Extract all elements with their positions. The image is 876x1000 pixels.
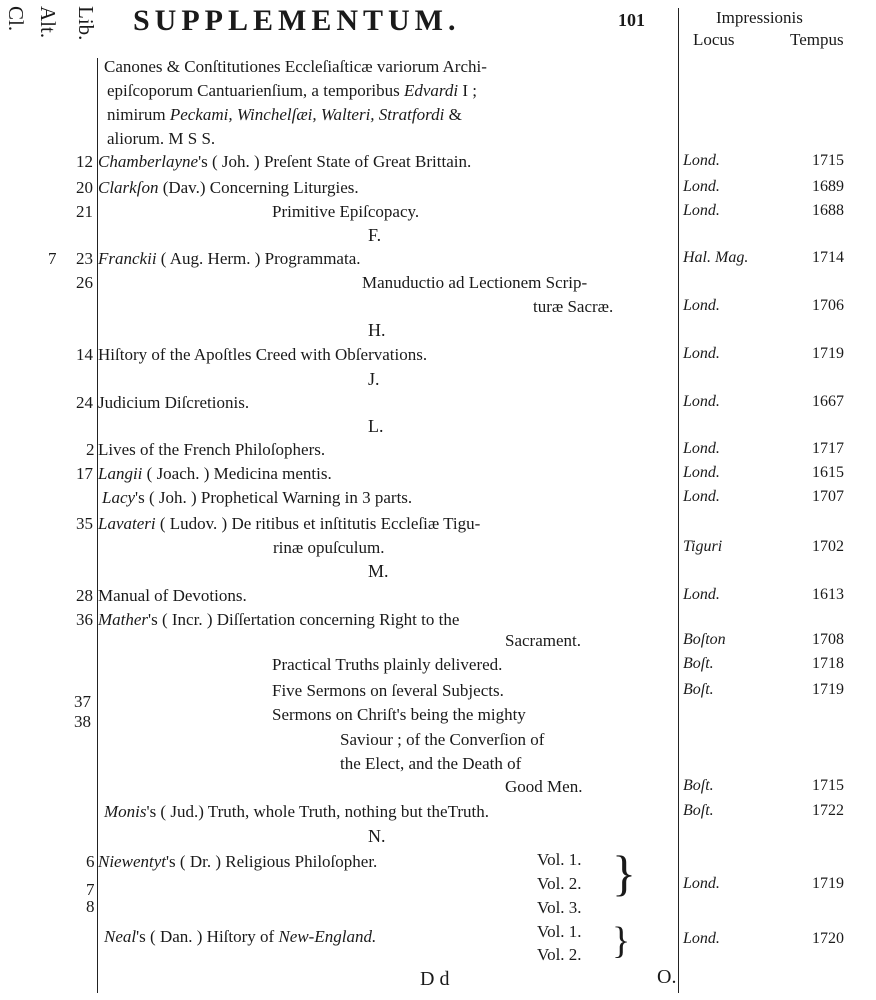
- lib-number: 35: [76, 514, 93, 533]
- header-tempus: Tempus: [790, 30, 844, 49]
- entry-place: Lond.: [683, 178, 720, 195]
- lib-number: 20: [76, 178, 93, 197]
- lib-number: 23: [76, 249, 93, 268]
- entry-lives-french-philosophers: Lives of the French Philoſophers.: [98, 440, 326, 459]
- right-column-rule: [678, 8, 679, 993]
- entry-place: Boſt.: [683, 655, 714, 672]
- entry-franckii-manuductio-cont: turæ Sacræ.: [533, 297, 614, 316]
- volume-label: Vol. 1.: [537, 922, 582, 941]
- entry-year: 1722: [812, 802, 844, 819]
- entry-place: Boſt.: [683, 777, 714, 794]
- entry-neal: Neal's ( Dan. ) Hiſtory of New-England.: [104, 927, 377, 946]
- lib-number: 2: [86, 440, 95, 459]
- page-number: 101: [618, 10, 645, 30]
- lib-number: 6: [86, 852, 95, 871]
- brace-icon: }: [612, 845, 636, 901]
- intro-line-2: epiſcoporum Cantuarienſium, a temporibus Edvardi I ;: [107, 81, 477, 100]
- column-label-alt: Alt.: [36, 6, 60, 39]
- entry-place: Lond.: [683, 875, 720, 892]
- entry-place: Boſt.: [683, 802, 714, 819]
- section-letter-l: L.: [368, 416, 384, 436]
- volume-label: Vol. 1.: [537, 850, 582, 869]
- lib-number: 12: [76, 152, 93, 171]
- alt-number: 7: [48, 249, 57, 268]
- entry-year: 1688: [812, 202, 844, 219]
- entry-place: Lond.: [683, 488, 720, 505]
- entry-langii: Langii ( Joach. ) Medicina mentis.: [98, 464, 332, 483]
- column-label-cl: Cl.: [4, 6, 28, 32]
- column-label-lib: Lib.: [74, 6, 98, 41]
- entry-place: Tiguri: [683, 538, 723, 555]
- entry-chamberlayne: Chamberlayne's ( Joh. ) Preſent State of Great Brittain.: [98, 152, 472, 171]
- entry-place: Lond.: [683, 345, 720, 362]
- entry-clarkson-liturgies: Clarkſon (Dav.) Concerning Liturgies.: [98, 178, 359, 197]
- volume-label: Vol. 2.: [537, 945, 582, 964]
- entry-year: 1667: [812, 393, 844, 410]
- entry-place: Hal. Mag.: [683, 249, 749, 266]
- entry-lavateri: Lavateri ( Ludov. ) De ritibus et inſtitutis Eccleſiæ Tigu-: [98, 514, 481, 533]
- volume-label: Vol. 2.: [537, 874, 582, 893]
- entry-mather-sermons-christ-cont: Saviour ; of the Converſion of: [340, 730, 545, 749]
- entry-place: Lond.: [683, 152, 720, 169]
- section-letter-m: M.: [368, 561, 389, 581]
- header-impressionis: Impressionis: [716, 8, 803, 27]
- entry-place: Boſt.: [683, 681, 714, 698]
- entry-monis: Monis's ( Jud.) Truth, whole Truth, nothing but theTruth.: [104, 802, 489, 821]
- entry-history-apostles-creed: Hiſtory of the Apoſtles Creed with Obſervations.: [98, 345, 428, 364]
- entry-place: Lond.: [683, 586, 720, 603]
- lib-number: 26: [76, 273, 93, 292]
- entry-year: 1719: [812, 345, 844, 362]
- lib-number: 21: [76, 202, 93, 221]
- lib-number: 36: [76, 610, 93, 629]
- entry-year: 1719: [812, 875, 844, 892]
- entry-franckii-manuductio: Manuductio ad Lectionem Scrip-: [362, 273, 588, 292]
- entry-place: Lond.: [683, 393, 720, 410]
- signature-mark: D d: [420, 968, 450, 990]
- section-letter-j: J.: [368, 369, 380, 389]
- entry-clarkson-episcopacy: Primitive Epiſcopacy.: [272, 202, 420, 221]
- entry-mather-sermons-christ-cont: Good Men.: [505, 777, 583, 796]
- entry-franckii-programmata: Franckii ( Aug. Herm. ) Programmata.: [98, 249, 361, 268]
- entry-year: 1707: [812, 488, 844, 505]
- entry-year: 1689: [812, 178, 844, 195]
- section-letter-n: N.: [368, 826, 386, 846]
- entry-year: 1615: [812, 464, 844, 481]
- lib-number: 28: [76, 586, 93, 605]
- entry-year: 1702: [812, 538, 844, 555]
- lib-number: 38: [74, 712, 91, 731]
- entry-year: 1708: [812, 631, 844, 648]
- lib-number: 14: [76, 345, 93, 364]
- entry-place: Lond.: [683, 440, 720, 457]
- entry-place: Lond.: [683, 930, 720, 947]
- entry-lavateri-cont: rinæ opuſculum.: [273, 538, 385, 557]
- entry-year: 1720: [812, 930, 844, 947]
- entry-year: 1715: [812, 777, 844, 794]
- entry-place: Lond.: [683, 464, 720, 481]
- lib-number: 17: [76, 464, 93, 483]
- header-locus: Locus: [693, 30, 735, 49]
- entry-year: 1715: [812, 152, 844, 169]
- entry-mather-dissertation: Mather's ( Incr. ) Diſſertation concerning Right to the: [98, 610, 460, 629]
- lib-number: 8: [86, 897, 95, 916]
- entry-place: Lond.: [683, 202, 720, 219]
- lib-number: 24: [76, 393, 93, 412]
- entry-mather-sermons-christ: Sermons on Chriſt's being the mighty: [272, 705, 526, 724]
- page-title: SUPPLEMENTUM.: [133, 4, 461, 37]
- intro-line-3: nimirum Peckami, Winchelſæi, Walteri, Stratfordi &: [107, 105, 462, 124]
- lib-number: 37: [74, 692, 91, 711]
- entry-mather-practical-truths: Practical Truths plainly delivered.: [272, 655, 503, 674]
- section-letter-h: H.: [368, 320, 386, 340]
- brace-icon: }: [612, 920, 631, 962]
- intro-line-1: Canones & Conſtitutiones Eccleſiaſticæ variorum Archi-: [104, 57, 487, 76]
- volume-label: Vol. 3.: [537, 898, 582, 917]
- entry-year: 1717: [812, 440, 844, 457]
- entry-year: 1613: [812, 586, 844, 603]
- entry-place: Lond.: [683, 297, 720, 314]
- entry-lacy: Lacy's ( Joh. ) Prophetical Warning in 3 parts.: [102, 488, 413, 507]
- entry-mather-five-sermons: Five Sermons on ſeveral Subjects.: [272, 681, 504, 700]
- intro-line-4: aliorum. M S S.: [107, 129, 216, 148]
- section-letter-f: F.: [368, 225, 382, 245]
- entry-mather-sermons-christ-cont: the Elect, and the Death of: [340, 754, 522, 773]
- entry-judicium: Judicium Diſcretionis.: [98, 393, 250, 412]
- entry-mather-dissertation-cont: Sacrament.: [505, 631, 581, 650]
- entry-year: 1706: [812, 297, 844, 314]
- entry-manual-devotions: Manual of Devotions.: [98, 586, 247, 605]
- catchword: O.: [657, 966, 677, 988]
- entry-niewentyt: Niewentyt's ( Dr. ) Religious Philoſopher.: [98, 852, 378, 871]
- lib-number: 7: [86, 880, 95, 899]
- entry-place: Boſton: [683, 631, 726, 648]
- entry-year: 1718: [812, 655, 844, 672]
- entry-year: 1719: [812, 681, 844, 698]
- entry-year: 1714: [812, 249, 844, 266]
